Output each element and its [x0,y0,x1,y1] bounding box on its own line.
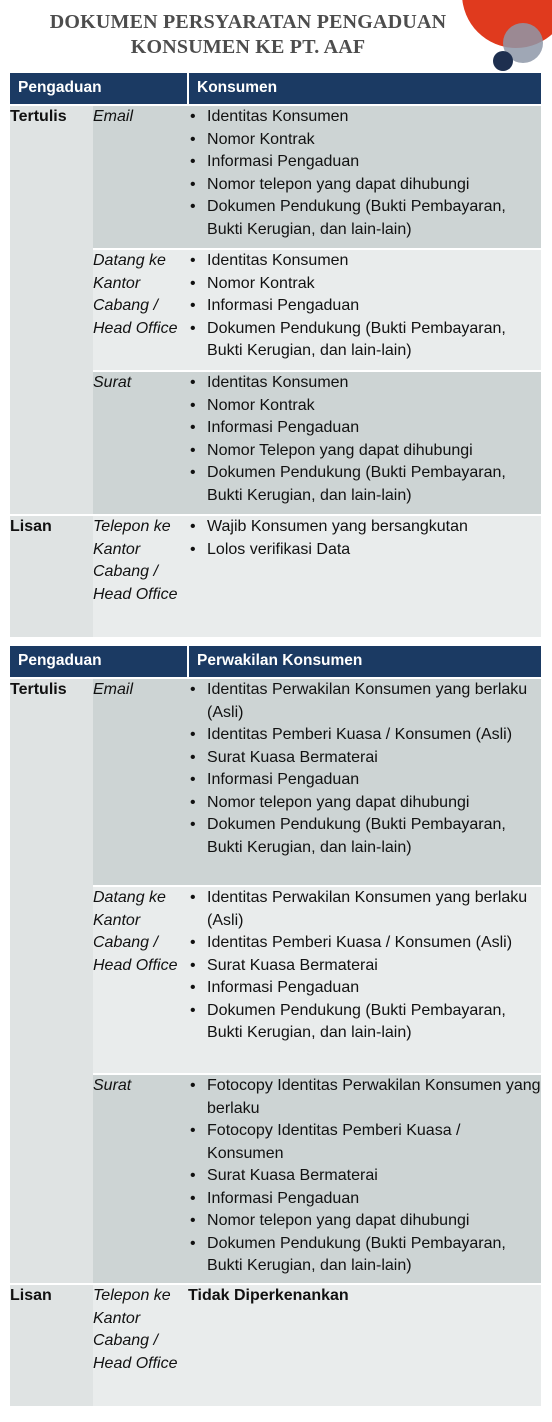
title-line-1: DOKUMEN PERSYARATAN PENGADUAN [49,11,447,33]
header-pengaduan: Pengaduan [10,73,188,105]
doc-item: • Identitas Perwakilan Konsumen yang berlaku (Asli) [188,887,541,932]
doc-item: • Dokumen Pendukung (Bukti Pembayaran, Bukti Kerugian, dan lain-lain) [188,462,541,507]
doc-item: • Fotocopy Identitas Pemberi Kuasa / Konsumen [188,1120,541,1165]
table-row [10,678,541,886]
doc-item: • Nomor telepon yang dapat dihubungi [188,792,541,815]
channel-surat: Surat [93,374,132,391]
doc-list [188,678,541,886]
doc-item: • Dokumen Pendukung (Bukti Pembayaran, Bukti Kerugian, dan lain-lain) [188,196,541,241]
channel-datang: Datang ke Kantor Cabang / Head Office [93,889,178,974]
doc-item: • Nomor telepon yang dapat dihubungi [188,1210,541,1233]
type-lisan: Lisan [10,515,93,637]
type-tertulis: Tertulis [10,105,93,515]
doc-item: • Lolos verifikasi Data [188,539,541,562]
doc-item: • Dokumen Pendukung (Bukti Pembayaran, Bukti Kerugian, dan lain-lain) [188,1233,541,1278]
document-title [0,10,496,60]
doc-item: • Surat Kuasa Bermaterai [188,955,541,978]
doc-item: • Dokumen Pendukung (Bukti Pembayaran, Bukti Kerugian, dan lain-lain) [188,814,541,859]
doc-item: • Identitas Pemberi Kuasa / Konsumen (Asli) [188,932,541,955]
decorative-circles [440,0,552,78]
doc-item: • Identitas Pemberi Kuasa / Konsumen (Asli) [188,724,541,747]
doc-item: • Surat Kuasa Bermaterai [188,1165,541,1188]
doc-list [188,371,541,515]
doc-item: • Wajib Konsumen yang bersangkutan [188,516,541,539]
doc-item: • Nomor telepon yang dapat dihubungi [188,174,541,197]
doc-item: • Informasi Pengaduan [188,769,541,792]
doc-item: • Identitas Konsumen [188,372,541,395]
title-line-2: KONSUMEN KE PT. AAF [130,36,366,58]
requirements-table-konsumen [10,73,541,637]
doc-item: • Nomor Telepon yang dapat dihubungi [188,440,541,463]
header-perwakilan-konsumen: Perwakilan Konsumen [188,646,541,678]
header-pengaduan: Pengaduan [10,646,188,678]
doc-list [188,886,541,1074]
type-lisan: Lisan [10,1284,93,1406]
channel-email: Email [93,108,134,125]
doc-item: • Nomor Kontrak [188,395,541,418]
doc-item: • Dokumen Pendukung (Bukti Pembayaran, Bukti Kerugian, dan lain-lain) [188,318,541,363]
doc-item: • Surat Kuasa Bermaterai [188,747,541,770]
requirements-table-perwakilan [10,646,541,1406]
doc-list [188,105,541,249]
table-row [10,105,541,249]
channel-surat: Surat [93,1077,132,1094]
doc-item: • Informasi Pengaduan [188,417,541,440]
doc-item: • Nomor Kontrak [188,273,541,296]
doc-item: • Informasi Pengaduan [188,1188,541,1211]
doc-item: • Informasi Pengaduan [188,295,541,318]
table-row [10,1284,541,1406]
channel-email: Email [93,681,134,698]
channel-telepon: Telepon ke Kantor Cabang / Head Office [93,1287,178,1372]
doc-item: • Identitas Konsumen [188,250,541,273]
channel-datang: Datang ke Kantor Cabang / Head Office [93,252,178,337]
doc-item: • Dokumen Pendukung (Bukti Pembayaran, Bukti Kerugian, dan lain-lain) [188,1000,541,1045]
doc-item: • Informasi Pengaduan [188,151,541,174]
doc-list [188,249,541,371]
doc-list [188,515,541,637]
channel-telepon: Telepon ke Kantor Cabang / Head Office [93,518,178,603]
doc-list [188,1074,541,1284]
doc-item: • Identitas Perwakilan Konsumen yang berlaku (Asli) [188,679,541,724]
type-tertulis: Tertulis [10,678,93,1284]
doc-item: • Nomor Kontrak [188,129,541,152]
doc-item: • Identitas Konsumen [188,106,541,129]
note-not-allowed: Tidak Diperkenankan [188,1287,349,1304]
header-konsumen: Konsumen [188,73,541,105]
table-row [10,515,541,637]
doc-item: • Informasi Pengaduan [188,977,541,1000]
doc-item: • Fotocopy Identitas Perwakilan Konsumen yang berlaku [188,1075,541,1120]
